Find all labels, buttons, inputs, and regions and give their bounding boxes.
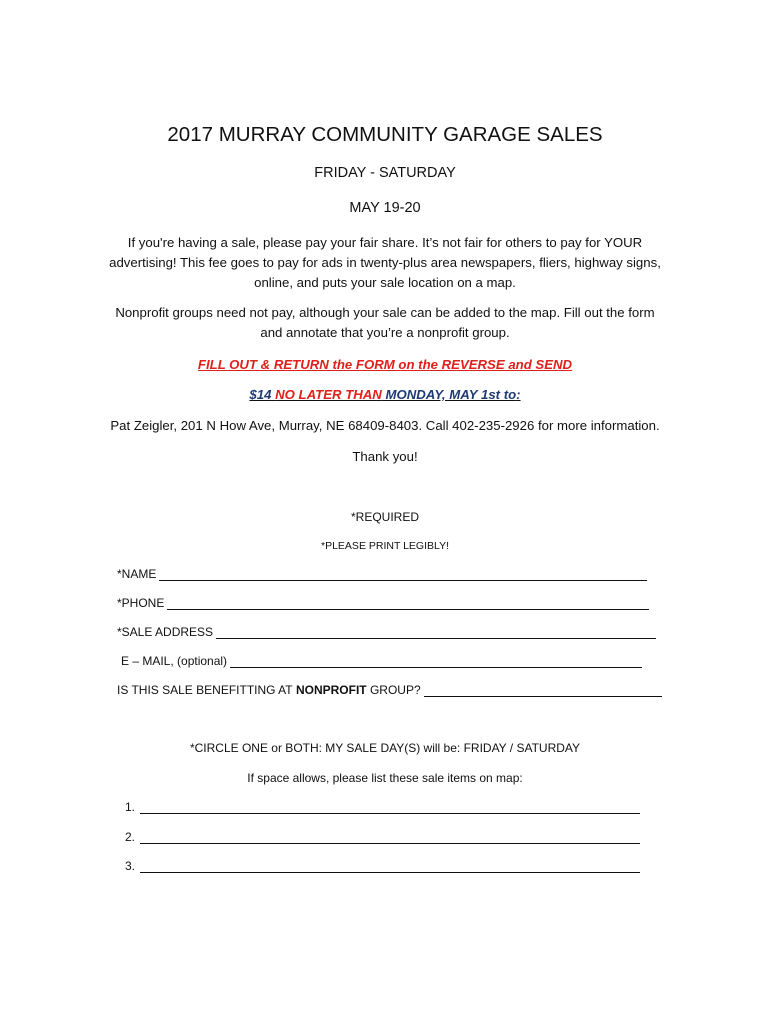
phone-field[interactable]: [117, 596, 649, 610]
name-field[interactable]: [117, 567, 647, 581]
name-input-line[interactable]: [159, 569, 647, 581]
sale-item-number: 1.: [125, 800, 136, 814]
fee-deadline-line: [0, 385, 770, 405]
print-legibly-note: *PLEASE PRINT LEGIBLY!: [321, 540, 449, 552]
sale-address-field[interactable]: [117, 625, 656, 639]
sale-items-prompt: If space allows, please list these sale items on map:: [247, 771, 523, 785]
deadline-prefix: NO LATER THAN: [275, 387, 382, 402]
sale-item-input-line[interactable]: [140, 832, 640, 844]
sale-days: FRIDAY - SATURDAY: [314, 165, 456, 181]
intro-line: If you're having a sale, please pay your fair share. It’s not fair for others to pay for YOUR: [127, 235, 643, 250]
required-note: *REQUIRED: [350, 510, 419, 524]
email-input-line[interactable]: [230, 656, 642, 668]
email-field[interactable]: [121, 654, 642, 668]
deadline-colon: :: [516, 387, 521, 402]
sale-item-1[interactable]: [125, 800, 640, 814]
sale-address-label: *SALE ADDRESS: [117, 625, 214, 639]
nonprofit-label-prefix: IS THIS SALE BENEFITTING AT: [117, 683, 293, 697]
sale-item-input-line[interactable]: [140, 861, 640, 873]
intro-paragraph-2: [0, 303, 770, 343]
nonprofit-input-line[interactable]: [424, 685, 662, 697]
intro-line: Nonprofit groups need not pay, although your sale can be added to the map. Fill out the form: [115, 305, 655, 320]
sale-item-input-line[interactable]: [140, 802, 640, 814]
intro-line: and annotate that you’re a nonprofit group.: [260, 325, 510, 340]
sale-item-number: 2.: [125, 830, 136, 844]
email-label: E – MAIL, (optional): [121, 654, 228, 668]
fee-amount: $14: [249, 387, 272, 402]
sale-item-number: 3.: [125, 859, 136, 873]
contact-info: Pat Zeigler, 201 N How Ave, Murray, NE 68409-8403. Call 402-235-2926 for more information.: [110, 418, 660, 433]
thank-you: Thank you!: [352, 449, 418, 464]
nonprofit-field[interactable]: [117, 683, 662, 697]
phone-label: *PHONE: [117, 596, 165, 610]
intro-line: advertising! This fee goes to pay for ads in twenty-plus area newspapers, fliers, highway signs,: [109, 255, 661, 270]
nonprofit-label-suffix: GROUP?: [369, 683, 421, 697]
deadline-date: MONDAY, MAY 1st to: [385, 387, 517, 402]
sale-days-circle: *CIRCLE ONE or BOTH: MY SALE DAY(S) will be: FRIDAY / SATURDAY: [189, 741, 581, 755]
intro-line: online, and puts your sale location on a map.: [254, 275, 516, 290]
page-title: 2017 MURRAY COMMUNITY GARAGE SALES: [167, 123, 603, 146]
intro-paragraph-1: [0, 233, 770, 293]
sale-address-input-line[interactable]: [216, 627, 656, 639]
phone-input-line[interactable]: [167, 598, 649, 610]
name-label: *NAME: [117, 567, 157, 581]
sale-item-3[interactable]: [125, 859, 640, 873]
sale-dates: MAY 19-20: [349, 200, 421, 216]
nonprofit-label-bold: NONPROFIT: [295, 683, 367, 697]
return-instruction: FILL OUT & RETURN the FORM on the REVERSE and SEND: [197, 357, 573, 372]
sale-item-2[interactable]: [125, 830, 640, 844]
